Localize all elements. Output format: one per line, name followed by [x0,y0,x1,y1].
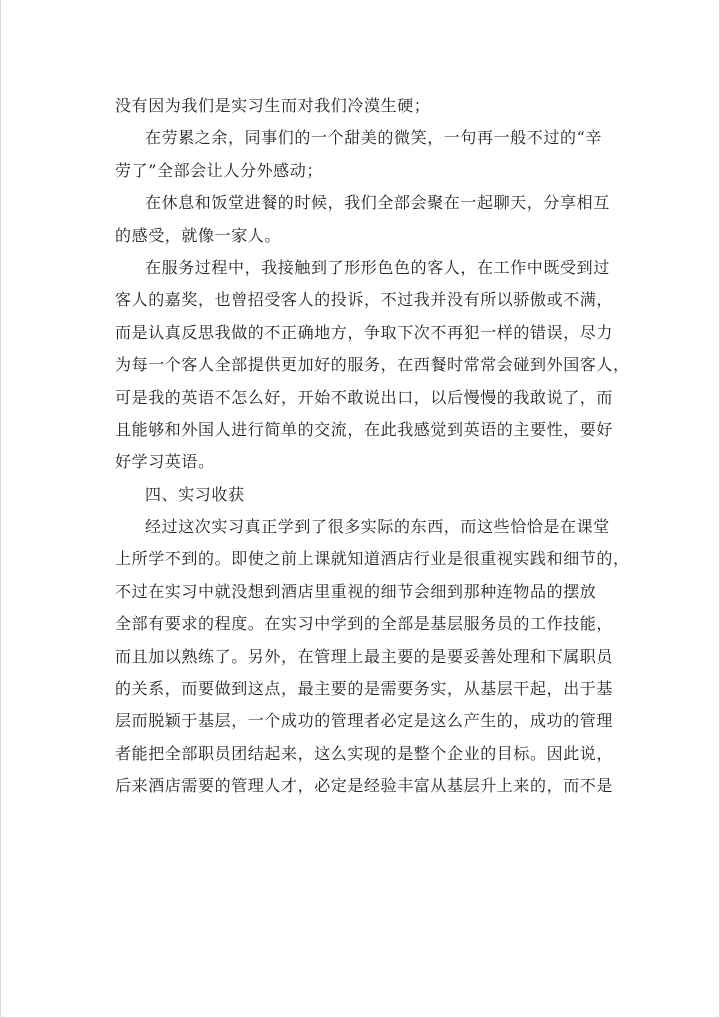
text-line: 为每一个客人全部提供更加好的服务，在西餐时常常会碰到外国客人， [115,355,630,375]
text-line: 上所学不到的。即使之前上课就知道酒店行业是很重视实践和细节的， [115,549,630,569]
text-line: 客人的嘉奖，也曾招受客人的投诉，不过我并没有所以骄傲或不满， [115,290,614,310]
text-line: 劳了”全部会让人分外感动； [115,160,323,180]
text-line: 不过在实习中就没想到酒店里重视的细节会细到那种连物品的摆放 [115,581,597,601]
text-line: 的感受，就像一家人。 [115,225,282,245]
text-line: 在服务过程中，我接触到了形形色色的客人，在工作中既受到过 [145,257,610,277]
text-line: 者能把全部职员团结起来，这么实现的是整个企业的目标。因此说， [115,743,614,763]
text-line: 在休息和饭堂进餐的时候，我们全部会聚在一起聊天，分享相互 [145,193,610,213]
text-line: 全部有要求的程度。在实习中学到的全部是基层服务员的工作技能， [115,614,614,634]
text-line: 后来酒店需要的管理人才，必定是经验丰富从基层升上来的，而不是 [115,776,614,796]
text-line: 层而脱颖于基层，一个成功的管理者必定是这么产生的，成功的管理 [115,711,614,731]
text-line: 而且加以熟练了。另外，在管理上最主要的是要妥善处理和下属职员 [115,646,614,666]
text-line: 而是认真反思我做的不正确地方，争取下次不再犯一样的错误，尽力 [115,322,614,342]
text-line: 好学习英语。 [115,452,215,472]
text-line: 可是我的英语不怎么好，开始不敢说出口，以后慢慢的我敢说了，而 [115,387,614,407]
text-line: 在劳累之余，同事们的一个甜美的微笑，一句再一般不过的“辛 [145,128,602,148]
document-body [115,90,630,803]
text-line: 的关系，而要做到这点，最主要的是需要务实，从基层干起，出于基 [115,679,614,699]
text-line: 经过这次实习真正学到了很多实际的东西，而这些恰恰是在课堂 [145,517,610,537]
text-line: 且能够和外国人进行简单的交流，在此我感觉到英语的主要性，要好 [115,419,614,439]
text-line: 没有因为我们是实习生而对我们冷漠生硬； [115,96,431,115]
section-heading: 四、实习收获 [145,484,245,504]
